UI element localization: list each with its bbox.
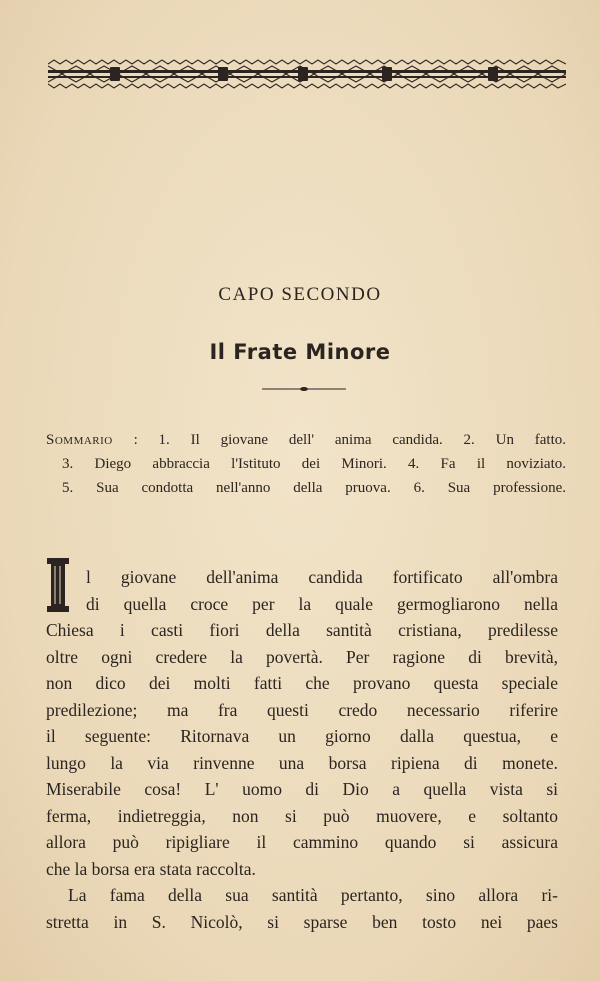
body-line: Chiesa i casti fiori della santità cristiana, predilesse (46, 620, 558, 640)
body-line: predilezione; ma fra questi credo necessario riferire (46, 699, 558, 720)
body-line: Miserabile cosa! L' uomo di Dio a quella vista si (46, 779, 558, 799)
summary-line: 5. Sua condotta nell'anno della pruova. 6. Sua professione. (62, 480, 566, 496)
summary-line (46, 428, 566, 452)
chapter-summary (46, 428, 566, 500)
body-line: allora può ripigliare il cammino quando si assicura (46, 832, 558, 852)
title-divider-rule (262, 385, 346, 393)
body-line: l giovane dell'anima candida fortificato all'ombra (86, 567, 558, 587)
body-text (46, 564, 558, 935)
summary-line-text: : 1. Il giovane dell' anima candida. 2. Un fatto. (133, 432, 566, 448)
ornamental-header-band (48, 56, 566, 92)
body-line: oltre ogni credere la povertà. Per ragione di brevità, (46, 646, 558, 667)
body-line: di quella croce per la quale germogliarono nella (86, 593, 558, 614)
drop-cap-text: I (58, 586, 59, 588)
body-line: ferma, indietreggia, non si può muovere, e soltanto (46, 805, 558, 826)
body-line: La fama della sua santità pertanto, sino allora ri- (68, 885, 558, 905)
summary-label: Sommario (46, 432, 113, 448)
body-line: stretta in S. Nicolò, si sparse ben tosto nei paes (46, 911, 558, 932)
body-line: non dico dei molti fatti che provano questa speciale (46, 673, 558, 693)
body-line: il seguente: Ritornava un giorno dalla questua, e (46, 726, 558, 746)
chapter-title: Il Frate Minore (209, 340, 391, 364)
summary-line: 3. Diego abbraccia l'Istituto dei Minori. 4. Fa il noviziato. (62, 456, 566, 472)
chapter-heading: CAPO SECONDO (218, 284, 382, 305)
body-line: lungo la via rinvenne una borsa ripiena di monete. (46, 752, 558, 773)
body-line: che la borsa era stata raccolta. (46, 858, 256, 879)
